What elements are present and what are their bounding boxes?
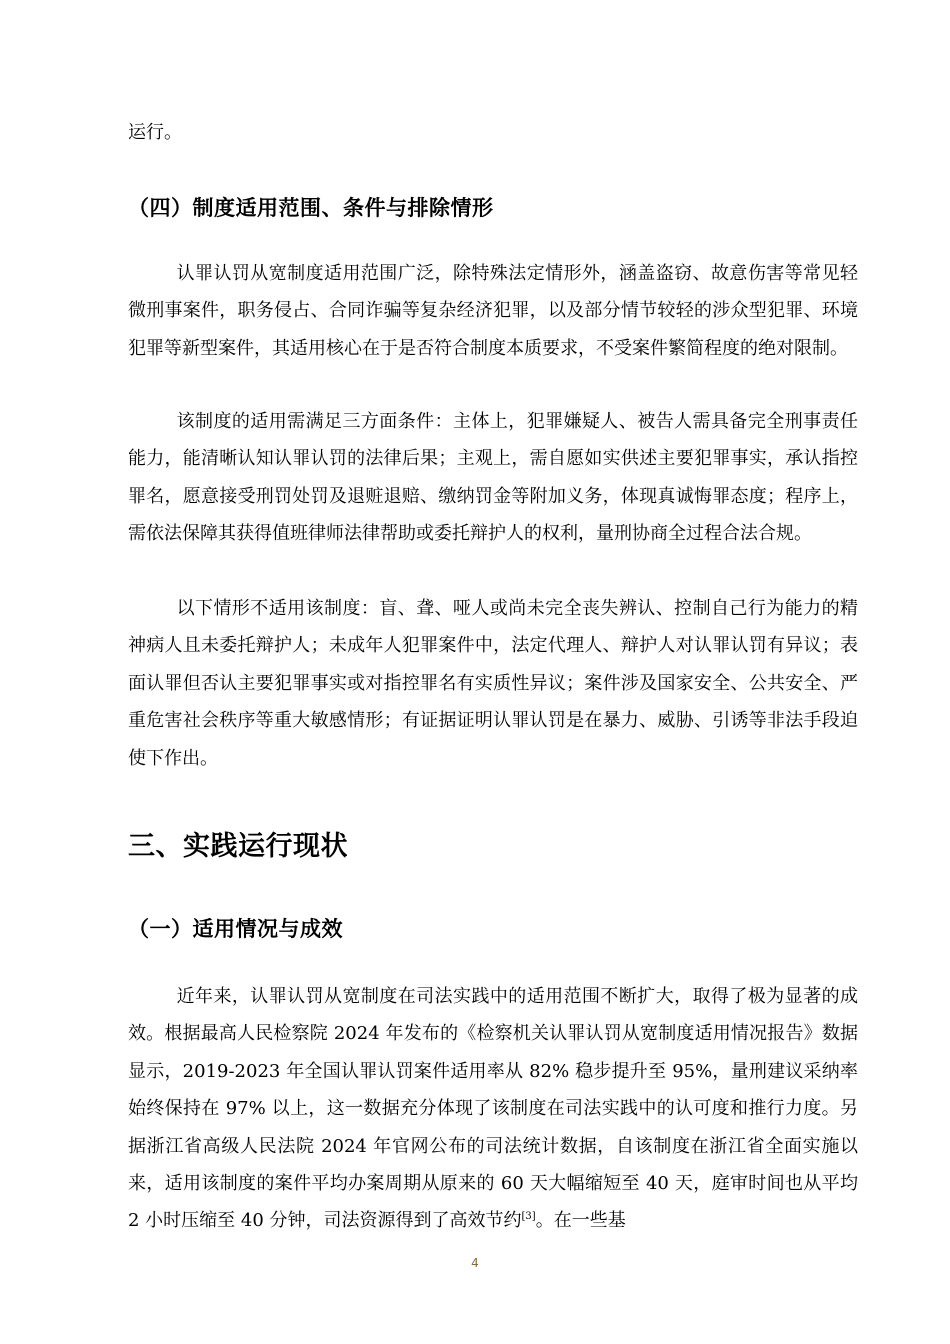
section-4-heading: （四）制度适用范围、条件与排除情形 [128, 196, 494, 220]
page-number: 4 [471, 1256, 479, 1270]
section-1-heading: （一）适用情况与成效 [128, 917, 343, 941]
section-1-paragraph-continuation: 。在一些基 [535, 1210, 626, 1232]
citation-ref: [3] [521, 1211, 536, 1223]
section-1-paragraph-text: 近年来，认罪认罚从宽制度在司法实践中的适用范围不断扩大，取得了极为显著的成效。根据最高人民检察院 2024 年发布的《检察机关认罪认罚从宽制度适用情况报告》数据显示，2019-2023 年全国认罪认罚案件适用率从 82% 稳步提升至 95%，量刑建议采纳率始终保持在 97% 以上，这一数据充分体现了该制度在司法实践中的认可度和推行力度。另据浙江省高级人民法院 2024 年官网公布的司法统计数据，自该制度在浙江省全面实施以来，适用该制度的案件平均办案周期从原来的 60 天大幅缩短至 40 天，庭审时间也从平均 2 小时压缩至 40 分钟，司法资源得到了高效节约 [128, 986, 858, 1232]
top-fragment-text: 运行。 [128, 122, 182, 143]
section-4-paragraph-2: 该制度的适用需满足三方面条件：主体上，犯罪嫌疑人、被告人需具备完全刑事责任能力，能清晰认知认罪认罚的法律后果；主观上，需自愿如实供述主要犯罪事实，承认指控罪名，愿意接受刑罚处罚及退赃退赔、缴纳罚金等附加义务，体现真诚悔罪态度；程序上，需依法保障其获得值班律师法律帮助或委托辩护人的权利，量刑协商全过程合法合规。 [128, 411, 858, 545]
section-1-paragraph [128, 978, 858, 1240]
chapter-3-heading: 三、实践运行现状 [128, 831, 348, 862]
section-4-paragraph-1: 认罪认罚从宽制度适用范围广泛，除特殊法定情形外，涵盖盗窃、故意伤害等常见轻微刑事案件，职务侵占、合同诈骗等复杂经济犯罪，以及部分情节较轻的涉众型犯罪、环境犯罪等新型案件，其适用核心在于是否符合制度本质要求，不受案件繁简程度的绝对限制。 [128, 263, 858, 359]
section-4-paragraph-3: 以下情形不适用该制度：盲、聋、哑人或尚未完全丧失辨认、控制自己行为能力的精神病人且未委托辩护人；未成年人犯罪案件中，法定代理人、辩护人对认罪认罚有异议；表面认罪但否认主要犯罪事实或对指控罪名有实质性异议；案件涉及国家安全、公共安全、严重危害社会秩序等重大敏感情形；有证据证明认罪认罚是在暴力、威胁、引诱等非法手段迫使下作出。 [128, 598, 858, 769]
